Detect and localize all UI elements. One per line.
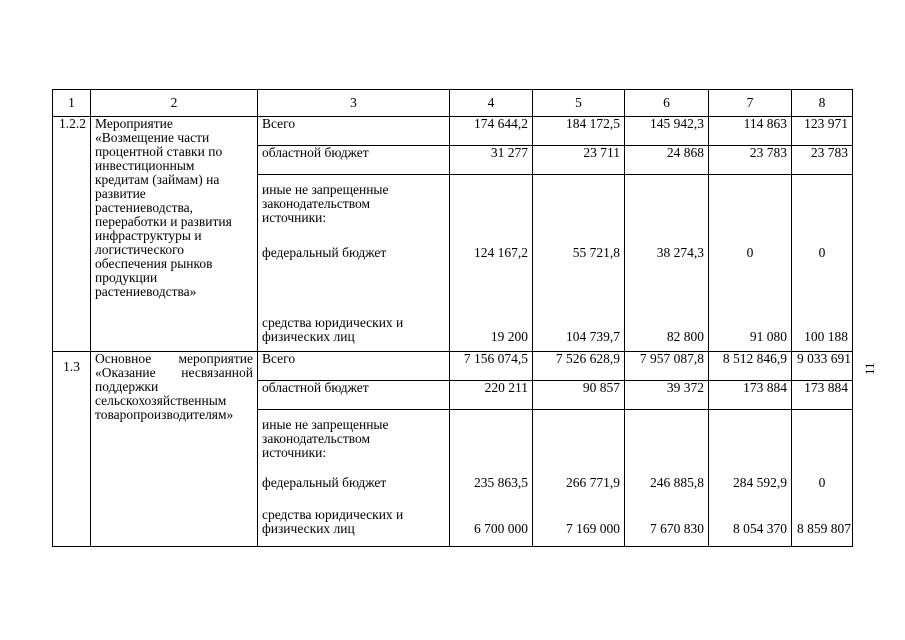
value-cell: 173 884	[792, 381, 853, 410]
legal-value: 100 188	[804, 329, 848, 344]
federal-value: 0	[818, 245, 826, 260]
title-line: развитие	[95, 186, 146, 201]
value-cell: 173 884	[709, 381, 792, 410]
title-line: поддержки	[95, 379, 159, 394]
value-cell: 23 783	[792, 146, 853, 175]
source-label: федеральный бюджет	[262, 475, 387, 490]
legal-value: 8 859 807	[797, 521, 851, 536]
value-cell: 7 957 087,8	[625, 352, 709, 381]
value-cell: 31 277	[450, 146, 533, 175]
title-line: Основное мероприятие	[95, 351, 253, 366]
value-cell	[792, 175, 853, 352]
column-number: 1	[53, 90, 91, 117]
source-label: источники:	[262, 210, 327, 225]
federal-value: 235 863,5	[474, 475, 528, 490]
other-sources-cell	[258, 410, 450, 547]
column-number: 8	[792, 90, 853, 117]
total-row	[53, 352, 853, 381]
legal-value: 7 670 830	[650, 521, 704, 536]
legal-value: 8 054 370	[733, 521, 787, 536]
total-row	[53, 117, 853, 146]
title-line: продукции	[95, 270, 158, 285]
value-cell	[533, 410, 625, 547]
title-line: «Оказание несвязанной	[95, 365, 253, 380]
column-number: 3	[258, 90, 450, 117]
value-cell: 90 857	[533, 381, 625, 410]
column-number: 5	[533, 90, 625, 117]
legal-value: 6 700 000	[474, 521, 528, 536]
value-cell	[792, 410, 853, 547]
column-number: 2	[91, 90, 258, 117]
title-line: «Возмещение части	[95, 130, 210, 145]
value-cell: 174 644,2	[450, 117, 533, 146]
title-line: инвестиционным	[95, 158, 195, 173]
value-cell: 24 868	[625, 146, 709, 175]
source-label: физических лиц	[262, 329, 355, 344]
value-cell: 9 033 691	[792, 352, 853, 381]
value-cell: 23 783	[709, 146, 792, 175]
value-cell: 8 512 846,9	[709, 352, 792, 381]
title-line: процентной ставки по	[95, 144, 223, 159]
value-cell: 39 372	[625, 381, 709, 410]
federal-value: 38 274,3	[656, 245, 704, 260]
value-cell	[533, 175, 625, 352]
legal-value: 104 739,7	[566, 329, 620, 344]
budget-table	[52, 89, 853, 547]
value-cell: 123 971	[792, 117, 853, 146]
value-cell	[450, 175, 533, 352]
title-line: инфраструктуры и	[95, 228, 202, 243]
title-line: растениеводства,	[95, 200, 194, 215]
federal-value: 0	[746, 245, 754, 260]
title-line: переработки и развития	[95, 214, 232, 229]
value-cell: 220 211	[450, 381, 533, 410]
value-cell: 7 156 074,5	[450, 352, 533, 381]
title-line: сельскохозяйственным	[95, 393, 227, 408]
title-line: логистического	[95, 242, 185, 257]
source-label: областной бюджет	[258, 146, 450, 175]
federal-value: 55 721,8	[572, 245, 620, 260]
source-label: иные не запрещенные	[262, 417, 389, 432]
column-number-row	[53, 90, 853, 117]
legal-value: 19 200	[490, 329, 528, 344]
value-cell	[625, 175, 709, 352]
value-cell: 114 863	[709, 117, 792, 146]
section-title	[91, 352, 258, 547]
federal-value: 266 771,9	[566, 475, 620, 490]
source-label: законодательством	[262, 196, 371, 211]
title-line: обеспечения рынков	[95, 256, 213, 271]
column-number: 4	[450, 90, 533, 117]
source-label: средства юридических и	[262, 315, 404, 330]
federal-value: 246 885,8	[650, 475, 704, 490]
title-line: растениеводства»	[95, 284, 197, 299]
source-label: областной бюджет	[258, 381, 450, 410]
source-label: федеральный бюджет	[262, 245, 387, 260]
value-cell	[450, 410, 533, 547]
value-cell	[709, 410, 792, 547]
column-number: 6	[625, 90, 709, 117]
title-line: кредитам (займам) на	[95, 172, 220, 187]
value-cell	[625, 410, 709, 547]
page-number: 11	[862, 362, 877, 376]
source-label: иные не запрещенные	[262, 182, 389, 197]
federal-value: 124 167,2	[474, 245, 528, 260]
source-label: Всего	[258, 352, 450, 381]
source-label: средства юридических и	[262, 507, 404, 522]
legal-value: 7 169 000	[566, 521, 620, 536]
value-cell: 184 172,5	[533, 117, 625, 146]
legal-value: 91 080	[749, 329, 787, 344]
federal-value: 0	[818, 475, 826, 490]
source-label: Всего	[258, 117, 450, 146]
section-code: 1.3	[53, 352, 91, 547]
value-cell: 145 942,3	[625, 117, 709, 146]
value-cell: 23 711	[533, 146, 625, 175]
value-cell: 7 526 628,9	[533, 352, 625, 381]
legal-value: 82 800	[666, 329, 704, 344]
value-cell	[709, 175, 792, 352]
title-line: товаропроизводителям»	[95, 407, 234, 422]
source-label: законодательством	[262, 431, 371, 446]
section-title	[91, 117, 258, 352]
source-label: источники:	[262, 445, 327, 460]
source-label: физических лиц	[262, 521, 355, 536]
column-number: 7	[709, 90, 792, 117]
federal-value: 284 592,9	[733, 475, 787, 490]
title-line: Мероприятие	[95, 116, 173, 131]
section-code: 1.2.2	[53, 117, 91, 352]
other-sources-cell	[258, 175, 450, 352]
